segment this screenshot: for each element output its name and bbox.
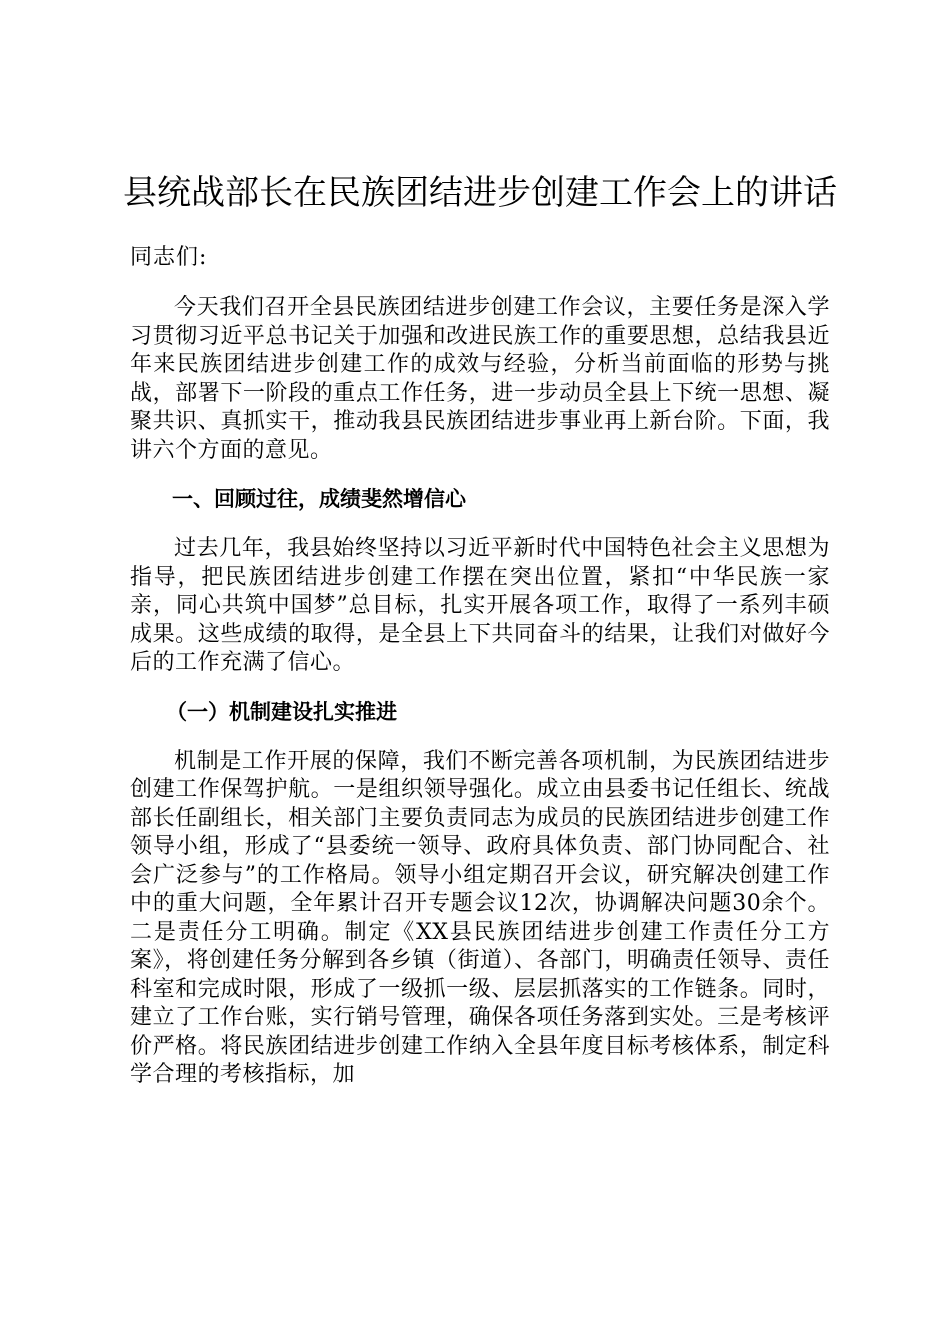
document-page [123, 172, 837, 1090]
subsection-1-paragraph: 机制是工作开展的保障，我们不断完善各项机制，为民族团结进步创建工作保驾护航。一是组织领导强化。成立由县委书记任组长、统战部长任副组长，相关部门主要负责同志为成员的民族团结进步创建工作领导小组，形成了“县委统一领导、政府具体负责、部门协同配合、社会广泛参与”的工作格局。领导小组定期召开会议，研究解决创建工作中的重大问题，全年累计召开专题会议12次，协调解决问题30余个。二是责任分工明确。制定《XX县民族团结进步创建工作责任分工方案》，将创建任务分解到各乡镇（街道）、各部门，明确责任领导、责任科室和完成时限，形成了一级抓一级、层层抓落实的工作链条。同时，建立了工作台账，实行销号管理，确保各项任务落到实处。三是考核评价严格。将民族团结进步创建工作纳入全县年度目标考核体系，制定科学合理的考核指标，加 [130, 748, 830, 1087]
document-title: 县统战部长在民族团结进步创建工作会上的讲话 [123, 173, 837, 213]
intro-paragraph: 今天我们召开全县民族团结进步创建工作会议，主要任务是深入学习贯彻习近平总书记关于加强和改进民族工作的重要思想，总结我县近年来民族团结进步创建工作的成效与经验，分析当前面临的形势与挑战，部署下一阶段的重点工作任务，进一步动员全县上下统一思想、凝聚共识、真抓实干，推动我县民族团结进步事业再上新台阶。下面，我讲六个方面的意见。 [130, 295, 830, 463]
section-1-heading: 一、回顾过往，成绩斐然增信心 [172, 487, 466, 511]
subsection-1-heading: （一）机制建设扎实推进 [166, 699, 397, 724]
salutation: 同志们: [130, 245, 208, 270]
section-1-paragraph: 过去几年，我县始终坚持以习近平新时代中国特色社会主义思想为指导，把民族团结进步创建工作摆在突出位置，紧扣“中华民族一家亲，同心共筑中国梦”总目标，扎实开展各项工作，取得了一系列丰硕成果。这些成绩的取得，是全县上下共同奋斗的结果，让我们对做好今后的工作充满了信心。 [130, 536, 830, 675]
